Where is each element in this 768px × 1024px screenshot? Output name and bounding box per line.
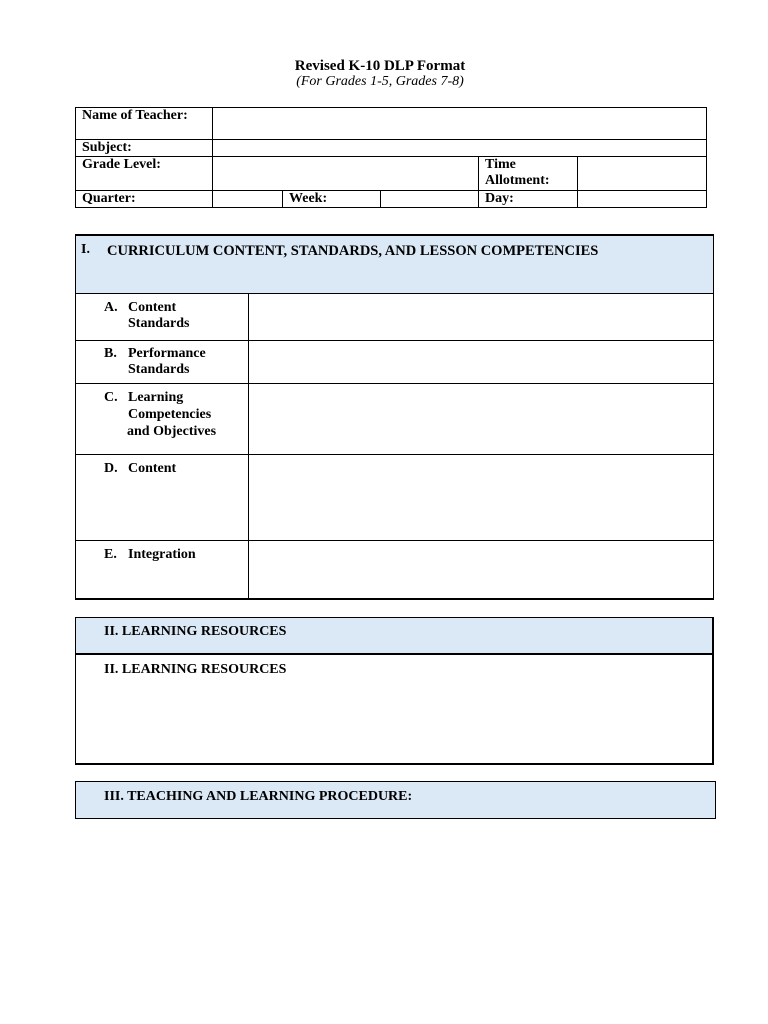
- teacher-label-cell: [75, 107, 213, 140]
- item-letter: A.: [104, 300, 118, 315]
- item-label-line: Competencies: [128, 407, 212, 422]
- item-label-line: Content: [128, 300, 177, 315]
- item-label-line: Content: [128, 461, 177, 476]
- quarter-field[interactable]: [212, 190, 283, 208]
- document-title: Revised K-10 DLP Format: [294, 58, 466, 74]
- item-letter: C.: [104, 390, 118, 405]
- item-letter: E.: [104, 547, 117, 562]
- subject-label-cell: [75, 139, 213, 157]
- item-letter: D.: [104, 461, 118, 476]
- time-label-line2: Allotment:: [485, 173, 550, 188]
- week-label: Week:: [289, 191, 328, 206]
- item-label-line: Performance: [128, 346, 206, 361]
- item-label-line: Integration: [128, 547, 196, 562]
- item-label-line: Standards: [128, 316, 190, 331]
- quarter-label: Quarter:: [82, 191, 136, 206]
- week-label-cell: [282, 190, 381, 208]
- time-label-line1: Time: [485, 157, 516, 172]
- section-2-heading: II. LEARNING RESOURCES: [104, 624, 287, 639]
- section-3-heading: III. TEACHING AND LEARNING PROCEDURE:: [104, 789, 413, 804]
- item-label-line: Standards: [128, 362, 190, 377]
- document-subtitle: (For Grades 1-5, Grades 7-8): [296, 74, 464, 89]
- teacher-field[interactable]: [212, 107, 707, 140]
- week-field[interactable]: [380, 190, 479, 208]
- integration-field[interactable]: [249, 541, 713, 598]
- time-allotment-label-cell: [478, 156, 578, 191]
- learning-competencies-field[interactable]: [249, 384, 713, 454]
- day-field[interactable]: [577, 190, 707, 208]
- grade-label: Grade Level:: [82, 157, 161, 172]
- content-field[interactable]: [249, 455, 713, 540]
- content-standards-field[interactable]: [249, 294, 713, 340]
- section-2-body-heading: II. LEARNING RESOURCES: [104, 662, 287, 677]
- section-1-number: I.: [81, 242, 90, 257]
- item-label-line: Learning: [128, 390, 184, 405]
- section-1-heading: CURRICULUM CONTENT, STANDARDS, AND LESSON COMPETENCIES: [107, 243, 599, 259]
- grade-label-cell: [75, 156, 213, 191]
- day-label: Day:: [485, 191, 514, 206]
- teacher-label: Name of Teacher:: [82, 108, 188, 123]
- time-allotment-field[interactable]: [577, 156, 707, 191]
- grade-field[interactable]: [212, 156, 479, 191]
- day-label-cell: [478, 190, 578, 208]
- performance-standards-field[interactable]: [249, 341, 713, 383]
- item-label-line: and Objectives: [127, 424, 217, 439]
- subject-field[interactable]: [212, 139, 707, 157]
- subject-label: Subject:: [82, 140, 132, 155]
- quarter-label-cell: [75, 190, 213, 208]
- item-letter: B.: [104, 346, 117, 361]
